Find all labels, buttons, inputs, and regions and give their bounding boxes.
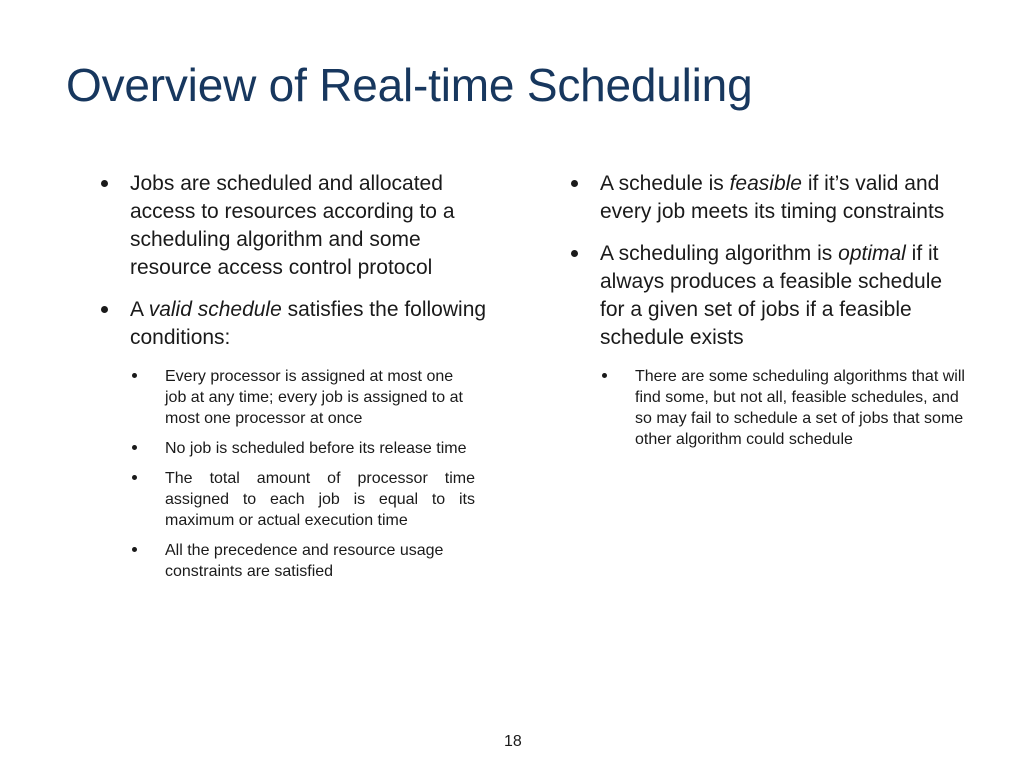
sub-bullet-dot-icon — [602, 373, 607, 378]
sub-bullet-release — [86, 438, 475, 459]
bullet-dot-icon — [571, 180, 578, 187]
bullet-optimal — [556, 240, 966, 352]
bullet-text: Jobs are scheduled and allocated access to resources according to a scheduling algorithm and some resource access control protocol — [130, 172, 455, 279]
sub-bullet-processor — [86, 366, 475, 429]
slide-title: Overview of Real-time Scheduling — [66, 59, 753, 111]
bullet-text-post: satisfies the following conditions: — [130, 298, 487, 349]
sub-bullet-processor-time — [86, 468, 475, 531]
page-number: 18 — [504, 733, 522, 750]
sub-bullet-text: The total amount of processor time assigned to each job is equal to its maximum or actual execution time — [165, 470, 475, 529]
term-valid-schedule: valid schedule — [148, 298, 282, 321]
sub-bullet-text: No job is scheduled before its release time — [165, 440, 467, 457]
left-column — [86, 170, 496, 591]
sub-bullet-text: All the precedence and resource usage constraints are satisfied — [165, 542, 444, 580]
bullet-dot-icon — [571, 250, 578, 257]
sub-bullet-some-algorithms — [556, 366, 965, 450]
bullet-text-pre: A scheduling algorithm is — [600, 242, 839, 265]
bullet-text-pre: A schedule is — [600, 172, 730, 195]
bullet-text-post: if it always produces a feasible schedule for a given set of jobs if a feasible schedule exists — [600, 242, 943, 349]
right-column — [556, 170, 966, 459]
sub-bullet-dot-icon — [132, 547, 137, 552]
bullet-jobs-scheduled — [86, 170, 496, 282]
sub-bullet-dot-icon — [132, 373, 137, 378]
sub-bullet-dot-icon — [132, 445, 137, 450]
sub-bullet-precedence — [86, 540, 475, 582]
bullet-dot-icon — [101, 306, 108, 313]
bullet-valid-schedule — [86, 296, 496, 352]
bullet-dot-icon — [101, 180, 108, 187]
term-optimal: optimal — [838, 242, 906, 265]
term-feasible: feasible — [729, 172, 802, 195]
sub-bullet-dot-icon — [132, 475, 137, 480]
bullet-text-pre: A — [130, 298, 149, 321]
bullet-feasible — [556, 170, 966, 226]
bullet-text-post: if it’s valid and every job meets its timing constraints — [600, 172, 945, 223]
sub-bullet-text: There are some scheduling algorithms that will find some, but not all, feasible schedules, and so may fail to schedule a set of jobs that some other algorithm could schedule — [635, 368, 965, 448]
sub-bullet-text: Every processor is assigned at most one job at any time; every job is assigned to at most one processor at once — [165, 368, 463, 427]
